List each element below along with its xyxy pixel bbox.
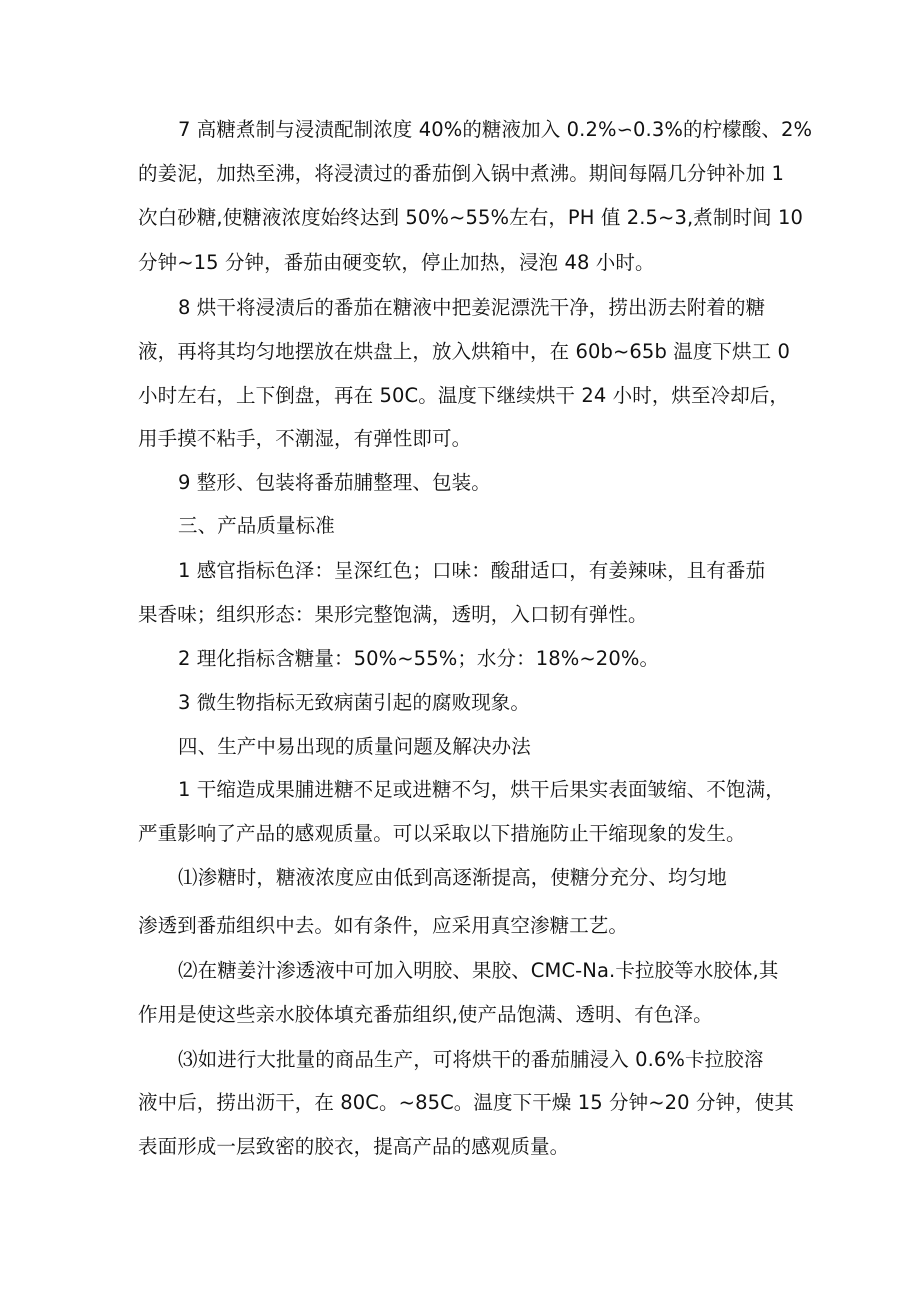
section-heading: 三、产品质量标准 [178,514,335,537]
text-line: 次白砂糖,使糖液浓度始终达到 50%~55%左右，PH 值 2.5~3,煮制时间 10 [138,206,804,229]
text-line: ⑵在糖姜汁渗透液中可加入明胶、果胶、CMC-Na.卡拉胶等水胶体,其 [178,959,779,982]
text-line: 分钟~15 分钟，番茄由硬变软，停止加热，浸泡 48 小时。 [138,251,655,274]
text-line: 7 高糖煮制与浸渍配制浓度 40%的糖液加入 0.2%∽0.3%的柠檬酸、2% [178,118,813,141]
text-line: 作用是使这些亲水胶体填充番茄组织,使产品饱满、透明、有色泽。 [138,1003,713,1026]
text-line: 液，再将其均匀地摆放在烘盘上，放入烘箱中，在 60b~65b 温度下烘工 0 [138,340,791,363]
text-line: 用手摸不粘手，不潮湿，有弹性即可。 [138,427,472,450]
text-line: 1 干缩造成果脯进糖不足或进糖不匀，烘干后果实表面皱缩、不饱满， [178,778,785,801]
text-line: ⑶如进行大批量的商品生产，可将烘干的番茄脯浸入 0.6%卡拉胶溶 [178,1048,764,1071]
text-line: 渗透到番茄组织中去。如有条件，应采用真空渗糖工艺。 [138,914,629,937]
text-line: 液中后，捞出沥干，在 80C。~85C。温度下干燥 15 分钟~20 分钟，使其 [138,1091,794,1114]
text-line: 8 烘干将浸渍后的番茄在糖液中把姜泥漂洗干净，捞出沥去附着的糖 [178,296,766,319]
text-line: 2 理化指标含糖量：50%~55%；水分：18%~20%。 [178,647,660,670]
text-line: 果香味；组织形态：果形完整饱满，透明，入口韧有弹性。 [138,603,648,626]
text-line: 1 感官指标色泽：呈深红色；口味：酸甜适口，有姜辣味，且有番茄 [178,559,766,582]
text-line: 9 整形、包装将番茄脯整理、包装。 [178,471,491,494]
text-line: 表面形成一层致密的胶衣，提高产品的感观质量。 [138,1135,570,1158]
text-line: ⑴渗糖时，糖液浓度应由低到高逐渐提高，使糖分充分、均匀地 [178,866,727,889]
text-line: 严重影响了产品的感观质量。可以采取以下措施防止干缩现象的发生。 [138,822,746,845]
text-line: 小时左右，上下倒盘，再在 50C。温度下继续烘干 24 小时，烘至冷却后， [138,384,790,407]
section-heading: 四、生产中易出现的质量问题及解决办法 [178,735,531,758]
text-line: 3 微生物指标无致病菌引起的腐败现象。 [178,691,531,714]
text-line: 的姜泥，加热至沸，将浸渍过的番茄倒入锅中煮沸。期间每隔几分钟补加 1 [138,162,785,185]
